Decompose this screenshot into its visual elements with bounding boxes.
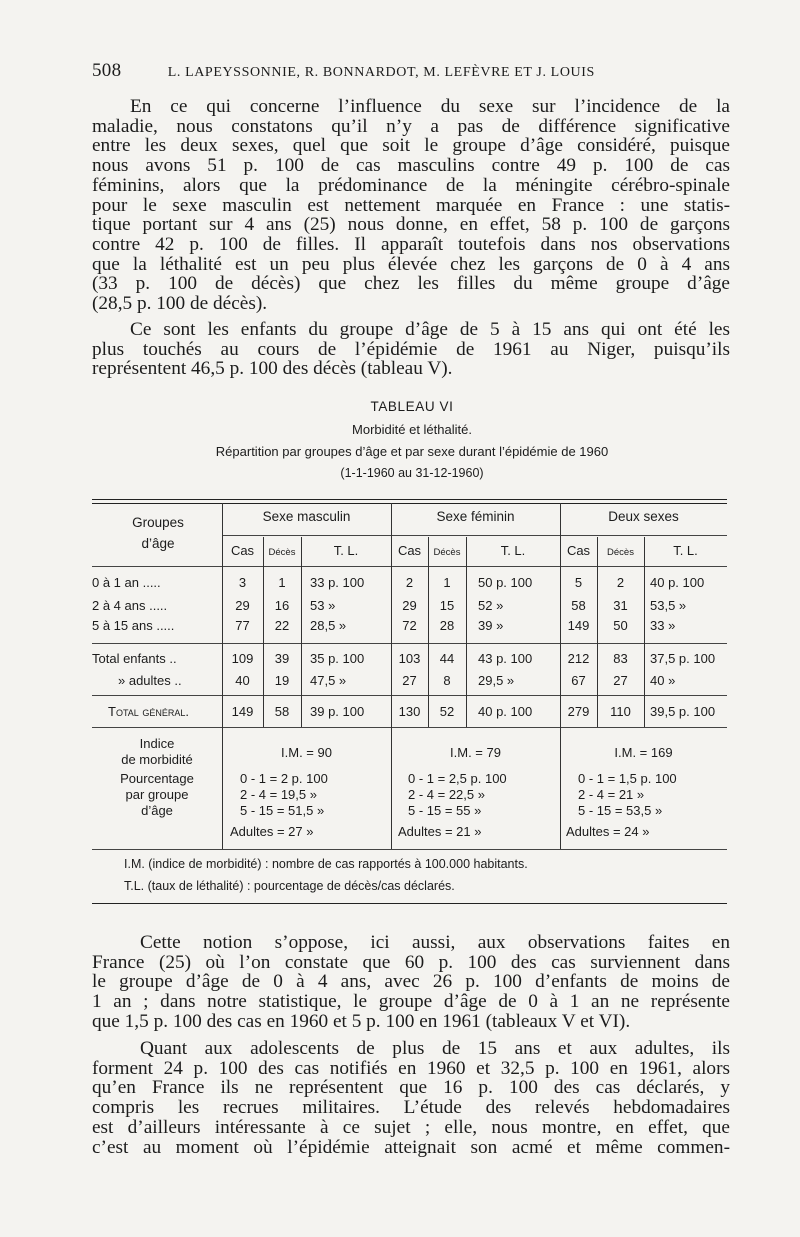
pct-value: Adultes = 27 » [230,824,314,839]
paragraph-3 [92,933,730,1032]
cell: 2 [405,575,414,590]
col-divider [466,537,467,727]
cell: 27 [613,673,628,688]
indice-value: I.M. = 90 [281,745,332,760]
table-bottom-rule [92,849,727,850]
header-cas: Cas [397,543,422,558]
cell: 37,5 p. 100 [650,651,716,666]
header-tl: T. L. [673,543,698,558]
header-cas: Cas [566,543,591,558]
row-label: 5 à 15 ans ..... [92,618,175,633]
pct-label: Pourcentage [120,771,194,786]
pct-value: 5 - 15 = 53,5 » [578,803,663,818]
col-divider [301,537,302,727]
cell: 67 [571,673,586,688]
text-line: Cette notion s’oppose, ici aussi, aux observations faites en [140,932,730,953]
text-line: que 1,5 p. 100 des cas en 1960 et 5 p. 100 en 1961 (tableaux V et VI). [92,1010,631,1032]
text-line: le groupe d’âge de 0 à 4 ans, avec 26 p. 100 d’enfants de moins de [92,971,730,993]
text-line: contre 42 p. 100 de filles. Il apparaît toutefois dans nos observations [92,233,730,255]
cell: 8 [443,673,451,688]
footnote-tl: T.L. (taux de léthalité) : pourcentage de décès/cas déclarés. [124,879,455,893]
footnote-im: I.M. (indice de morbidité) : nombre de cas rapportés à 100.000 habitants. [124,857,528,871]
header-tl: T. L. [500,543,526,558]
header-deces: Décès [607,547,634,558]
text-line: France (25) où l’on constate que 60 p. 100 des cas surviennent dans [92,951,730,973]
text-line: (28,5 p. 100 de décès). [92,293,268,315]
header-cas: Cas [230,543,255,558]
text-line: compris les recrues militaires. L’étude des relevés hebdomadaires [92,1097,730,1119]
text-line: 1 an ; dans notre statistique, le groupe d’âge de 0 à 1 an ne représente [92,991,730,1013]
pct-value: 5 - 15 = 55 » [408,803,482,818]
cell: 83 [613,651,628,666]
cell: 15 [439,598,455,613]
cell: 110 [610,704,631,719]
cell: 40 p. 100 [650,575,705,590]
cell: 52 » [478,598,504,613]
text-line: nous avons 51 p. 100 de cas masculins contre 49 p. 100 de cas [92,155,730,177]
paragraph-2 [92,320,730,379]
cell: 31 [613,598,628,613]
cell: 33 » [650,618,676,633]
header-tl: T. L. [333,543,359,558]
cell: 130 [398,704,421,719]
cell: 40 [235,673,250,688]
indice-label: de morbidité [121,752,193,767]
indice-value: I.M. = 79 [450,745,501,760]
cell: 58 [571,598,586,613]
header-groupes: Groupes [132,515,184,530]
cell: 44 [439,651,455,666]
text-line: est d’ailleurs intéressante à ce sujet ; elle, nous montre, en effet, que [92,1116,730,1138]
pct-value: 2 - 4 = 19,5 » [240,787,317,802]
header-sexe-feminin: Sexe féminin [436,509,515,524]
cell: 39,5 p. 100 [650,704,716,719]
pct-label: d’âge [141,803,173,818]
cell: 1 [278,575,286,590]
paragraph-1 [92,97,730,314]
text-line: En ce qui concerne l’influence du sexe sur l’incidence de la [130,96,730,117]
cell: 72 [402,618,417,633]
text-line: Ce sont les enfants du groupe d’âge de 5 à 15 ans qui ont été les [130,319,730,340]
pct-value: 0 - 1 = 1,5 p. 100 [578,771,677,786]
text-line: entre les deux sexes, quel que soit le groupe d’âge considéré, puisque [92,135,730,157]
cell: 5 [574,575,583,590]
text-line: pour le sexe masculin est nettement marquée en France : une statis- [92,194,730,216]
indice-value: I.M. = 169 [614,745,673,760]
pct-value: Adultes = 21 » [398,824,482,839]
cell: 1 [443,575,451,590]
cell: 29 [235,598,250,613]
cell: 39 p. 100 [310,704,365,719]
text-line: que la léthalité est un peu plus élevée chez les garçons de 0 à 4 ans [92,253,730,275]
table-title: TABLEAU VI [370,399,454,414]
footnote-rule [92,903,727,904]
pct-value: Adultes = 24 » [566,824,650,839]
cell: 58 [274,704,290,719]
row-rule [92,643,727,644]
header-deces: Décès [268,547,296,558]
pct-value: 2 - 4 = 22,5 » [408,787,485,802]
header-deux-sexes: Deux sexes [608,509,679,524]
text-line: qu’en France ils ne représentent que 16 p. 100 des cas déclarés, y [92,1077,730,1099]
cell: 52 [439,704,455,719]
cell: 29,5 » [478,673,515,688]
cell: 212 [567,651,590,666]
cell: 50 [613,618,628,633]
cell: 50 p. 100 [478,575,533,590]
text-line: féminins, alors que la prédominance de la méningite cérébro-spinale [92,174,730,196]
pct-label: par groupe [125,787,189,802]
page-number: 508 [92,60,122,81]
row-label: » adultes .. [118,673,182,688]
cell: 2 [616,575,625,590]
text-line: plus touchés au cours de l’épidémie de 1961 au Niger, puisqu’ils [92,338,730,360]
cell: 39 » [478,618,504,633]
cell: 27 [402,673,417,688]
cell: 53,5 » [650,598,687,613]
cell: 28 [439,618,455,633]
text-line: forment 24 p. 100 des cas notifiés en 1960 et 32,5 p. 100 en 1961, alors [92,1057,730,1079]
row-rule [92,695,727,696]
col-divider [644,537,645,727]
cell: 109 [231,651,254,666]
header-dage: d’âge [141,536,175,551]
cell: 103 [398,651,421,666]
cell: 43 p. 100 [478,651,533,666]
row-label: Total général. [108,704,190,719]
cell: 16 [274,598,290,613]
pct-value: 0 - 1 = 2 p. 100 [240,771,328,786]
cell: 28,5 » [310,618,347,633]
pct-value: 2 - 4 = 21 » [578,787,645,802]
row-label: 0 à 1 an ..... [92,575,161,590]
cell: 47,5 » [310,673,347,688]
table-top-rule [92,499,727,500]
header-deces: Décès [433,547,461,558]
cell: 40 p. 100 [478,704,533,719]
text-line: représentent 46,5 p. 100 des décès (tableau V). [92,358,453,380]
subheader-rule [222,535,727,536]
table-period: (1-1-1960 au 31-12-1960) [340,466,484,480]
cell: 149 [231,704,254,719]
table-subtitle: Morbidité et léthalité. [352,422,472,437]
table-top-rule-2 [92,503,727,504]
row-rule [92,727,727,728]
cell: 77 [235,618,250,633]
header-sexe-masculin: Sexe masculin [262,509,351,524]
indice-label: Indice [139,736,175,751]
cell: 149 [567,618,590,633]
running-head-authors: L. LAPEYSSONNIE, R. BONNARDOT, M. LEFÈVRE ET J. LOUIS [167,65,595,80]
pct-value: 5 - 15 = 51,5 » [240,803,325,818]
cell: 39 [274,651,290,666]
row-label: Total enfants .. [92,651,177,666]
header-bottom-rule [92,566,727,567]
text-line: Quant aux adolescents de plus de 15 ans et aux adultes, ils [140,1038,730,1059]
cell: 3 [238,575,247,590]
pct-value: 0 - 1 = 2,5 p. 100 [408,771,507,786]
text-line: tique portant sur 4 ans (25) nous donne, en effet, 58 p. 100 de garçons [92,214,730,236]
cell: 22 [274,618,290,633]
cell: 35 p. 100 [310,651,365,666]
cell: 53 » [310,598,336,613]
cell: 29 [402,598,417,613]
text-line: maladie, nous constatons qu’il n’y a pas de différence significative [92,115,730,137]
cell: 40 » [650,673,676,688]
row-label: 2 à 4 ans ..... [92,598,168,613]
running-head [92,60,732,82]
cell: 19 [274,673,290,688]
text-line: c’est au moment où l’épidémie atteignait son acmé et même commen- [92,1136,730,1158]
text-line: (33 p. 100 de décès) que chez les filles du même groupe d’âge [92,273,730,295]
table-caption: Répartition par groupes d’âge et par sexe durant l’épidémie de 1960 [215,444,609,459]
cell: 279 [567,704,590,719]
cell: 33 p. 100 [310,575,365,590]
paragraph-4 [92,1039,730,1157]
